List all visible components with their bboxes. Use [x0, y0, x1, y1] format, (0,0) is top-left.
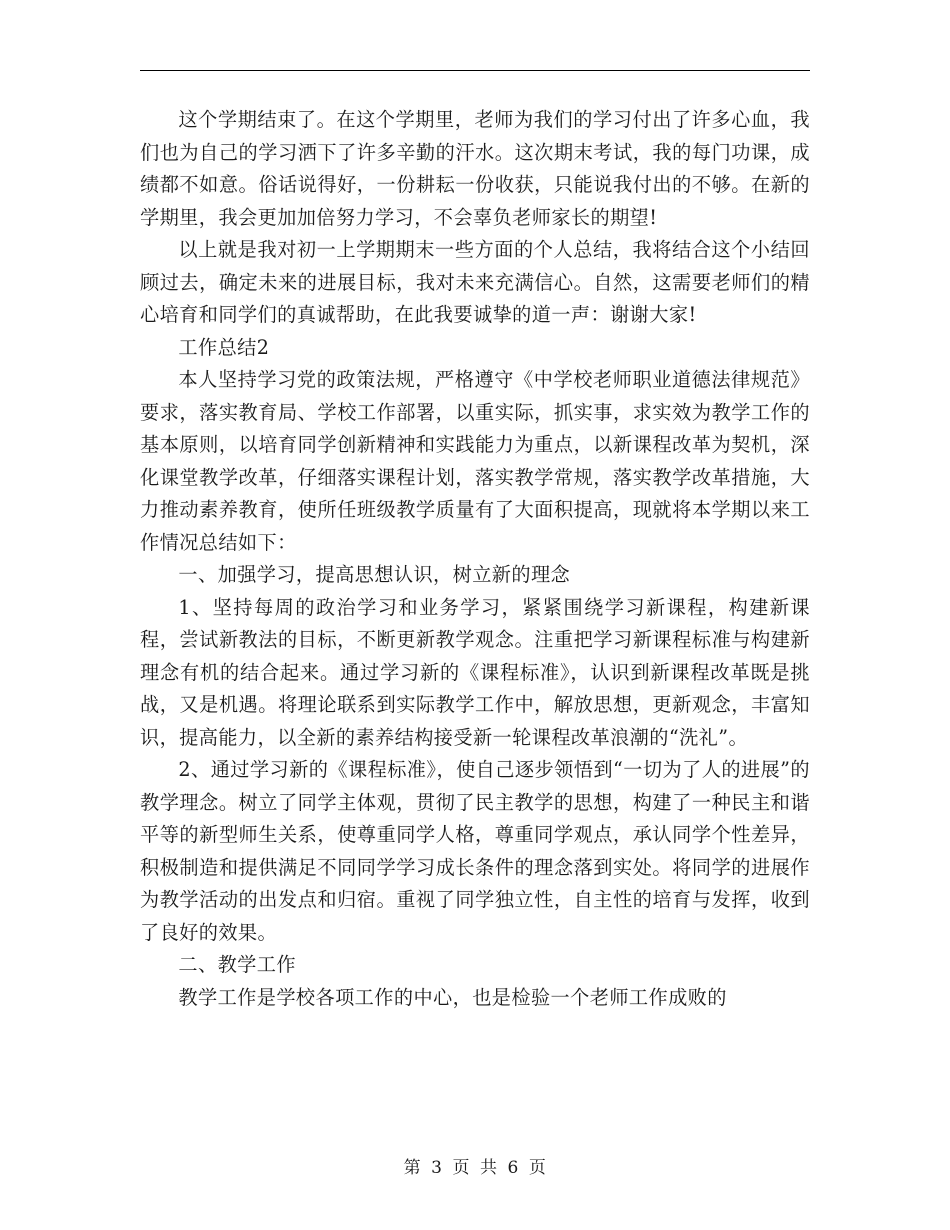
paragraph-6: 教学工作是学校各项工作的中心，也是检验一个老师工作成败的 — [178, 985, 727, 1009]
paragraph-5: 2、通过学习新的《课程标准》，使自己逐步领悟到“一切为了人的进展”的教学理念。树立了同学主体观，贯彻了民主教学的思想，构建了一种民主和谐平等的新型师生关系，使尊重同学人格，尊重同学观点，承认同学个性差异，积极制造和提供满足不同同学学习成长条件的理念落到实处。将同学的进展作为教学活动的出发点和归宿。重视了同学独立性，自主性的培育与发挥，收到了良好的效果。 — [140, 758, 810, 944]
paragraph-1: 这个学期结束了。在这个学期里，老师为我们的学习付出了许多心血，我们也为自己的学习洒下了许多辛勤的汗水。这次期末考试，我的每门功课，成绩都不如意。俗话说得好，一份耕耘一份收获，只能说我付出的不够。在新的学期里，我会更加加倍努力学习，不会辜负老师家长的期望! — [140, 108, 810, 229]
section-heading-2: 二、教学工作 — [178, 953, 296, 976]
footer-current-page: 3 — [431, 1158, 443, 1178]
footer-total-pages: 6 — [507, 1158, 519, 1178]
section-heading-1: 一、加强学习，提高思想认识，树立新的理念 — [178, 563, 571, 586]
page-footer — [0, 1153, 950, 1178]
footer-suffix: 页 — [528, 1158, 547, 1178]
footer-total-word: 共 — [480, 1158, 498, 1178]
section-heading-work-summary-2: 工作总结2 — [178, 335, 270, 359]
paragraph-3: 本人坚持学习党的政策法规，严格遵守《中学校老师职业道德法律规范》要求，落实教育局、学校工作部署，以重实际，抓实事，求实效为教学工作的基本原则，以培育同学创新精神和实践能力为重点，以新课程改革为契机，深化课堂教学改革，仔细落实课程计划，落实教学常规，落实教学改革措施，大力推动素养教育，使所任班级教学质量有了大面积提高，现就将本学期以来工作情况总结如下： — [140, 368, 810, 554]
header-rule — [140, 70, 810, 71]
footer-page-word: 页 — [452, 1158, 470, 1178]
footer-prefix: 第 — [403, 1158, 422, 1178]
paragraph-4: 1、坚持每周的政治学习和业务学习，紧紧围绕学习新课程，构建新课程，尝试新教法的目标，不断更新教学观念。注重把学习新课程标准与构建新理念有机的结合起来。通过学习新的《课程标准》，认识到新课程改革既是挑战，又是机遇。将理论联系到实际教学工作中，解放思想，更新观念，丰富知识，提高能力，以全新的素养结构接受新一轮课程改革浪潮的“洗礼”。 — [140, 595, 810, 749]
paragraph-2: 以上就是我对初一上学期期末一些方面的个人总结，我将结合这个小结回顾过去，确定未来的进展目标，我对未来充满信心。自然，这需要老师们的精心培育和同学们的真诚帮助，在此我要诚挚的道一声：谢谢大家! — [140, 238, 810, 326]
document-body — [140, 104, 810, 1014]
